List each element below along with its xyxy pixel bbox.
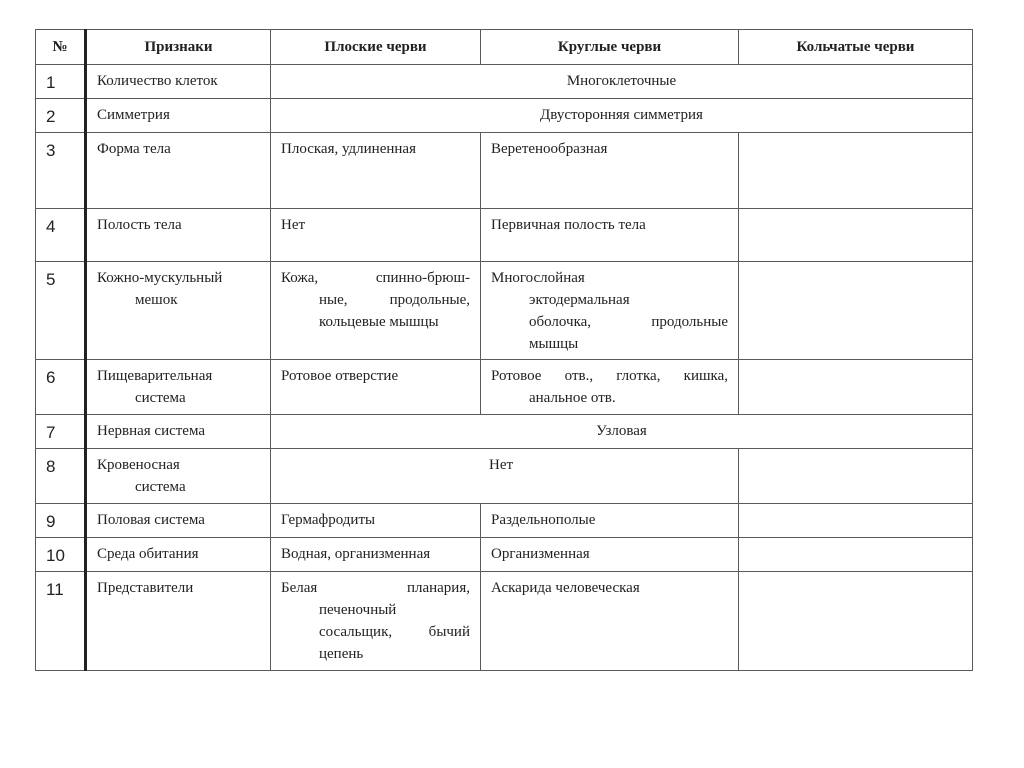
value-line: печеночный bbox=[319, 602, 397, 618]
flatworms-value: Нет bbox=[271, 209, 481, 262]
merged-value: Узловая bbox=[271, 415, 973, 449]
value-line: мышцы bbox=[529, 336, 579, 352]
flatworms-value: Ротовое отверстие bbox=[271, 360, 481, 415]
value-line: сосальщик, бычий bbox=[319, 624, 470, 640]
roundworms-value: Раздельнополые bbox=[481, 504, 739, 538]
row-number: 8 bbox=[36, 449, 86, 504]
row-feature: Представители bbox=[86, 572, 271, 671]
feature-line: мешок bbox=[135, 292, 178, 308]
row-feature bbox=[86, 360, 271, 415]
row-feature bbox=[86, 262, 271, 360]
table-row bbox=[36, 262, 973, 360]
table-row bbox=[36, 65, 973, 99]
value-line: анальное отв. bbox=[529, 390, 616, 406]
table-row bbox=[36, 133, 973, 209]
feature-line: Кровеносная bbox=[97, 457, 180, 473]
value-line: эктодермальная bbox=[529, 292, 630, 308]
roundworms-value: Аскарида человеческая bbox=[481, 572, 739, 671]
value-line: Ротовое отв., глотка, кишка, bbox=[491, 368, 728, 384]
roundworms-value bbox=[481, 262, 739, 360]
row-feature bbox=[86, 449, 271, 504]
header-row bbox=[36, 30, 973, 65]
flatworms-value: Плоская, удлиненная bbox=[271, 133, 481, 209]
header-number: № bbox=[36, 30, 86, 65]
row-number: 2 bbox=[36, 99, 86, 133]
annelids-value bbox=[739, 262, 973, 360]
feature-line: Кожно-мускульный bbox=[97, 270, 223, 286]
flatworms-value bbox=[271, 262, 481, 360]
feature-line: Пищеварительная bbox=[97, 368, 213, 384]
value-line: Многослойная bbox=[491, 270, 585, 286]
row-number: 11 bbox=[36, 572, 86, 671]
row-number: 7 bbox=[36, 415, 86, 449]
roundworms-value bbox=[481, 360, 739, 415]
annelids-value bbox=[739, 572, 973, 671]
merged-value: Многоклеточные bbox=[271, 65, 973, 99]
table-row bbox=[36, 504, 973, 538]
roundworms-value: Организменная bbox=[481, 538, 739, 572]
value-line: оболочка, продольные bbox=[529, 314, 728, 330]
value-line: кольцевые мышцы bbox=[319, 314, 439, 330]
table-row bbox=[36, 360, 973, 415]
table-row bbox=[36, 209, 973, 262]
table-row bbox=[36, 538, 973, 572]
header-annelids: Кольчатые черви bbox=[739, 30, 973, 65]
table-row bbox=[36, 449, 973, 504]
annelids-value bbox=[739, 360, 973, 415]
value-line: ные, продольные, bbox=[319, 292, 470, 308]
row-feature: Полость тела bbox=[86, 209, 271, 262]
row-number: 1 bbox=[36, 65, 86, 99]
annelids-value bbox=[739, 538, 973, 572]
annelids-value bbox=[739, 449, 973, 504]
row-feature: Симметрия bbox=[86, 99, 271, 133]
row-number: 5 bbox=[36, 262, 86, 360]
row-feature: Среда обитания bbox=[86, 538, 271, 572]
row-feature: Количество клеток bbox=[86, 65, 271, 99]
header-roundworms: Круглые черви bbox=[481, 30, 739, 65]
header-flatworms: Плоские черви bbox=[271, 30, 481, 65]
annelids-value bbox=[739, 133, 973, 209]
flatworms-value: Водная, организменная bbox=[271, 538, 481, 572]
value-line: Кожа, спинно-брюш- bbox=[281, 270, 470, 286]
annelids-value bbox=[739, 209, 973, 262]
merged-value: Нет bbox=[271, 449, 739, 504]
table-row bbox=[36, 572, 973, 671]
row-feature: Форма тела bbox=[86, 133, 271, 209]
annelids-value bbox=[739, 504, 973, 538]
roundworms-value: Веретенообразная bbox=[481, 133, 739, 209]
row-number: 6 bbox=[36, 360, 86, 415]
header-features: Признаки bbox=[86, 30, 271, 65]
feature-line: система bbox=[135, 479, 186, 495]
row-number: 4 bbox=[36, 209, 86, 262]
value-line: цепень bbox=[319, 646, 364, 662]
row-feature: Нервная система bbox=[86, 415, 271, 449]
row-feature: Половая система bbox=[86, 504, 271, 538]
flatworms-value: Гермафродиты bbox=[271, 504, 481, 538]
row-number: 3 bbox=[36, 133, 86, 209]
table-row bbox=[36, 415, 973, 449]
feature-line: система bbox=[135, 390, 186, 406]
roundworms-value: Первичная полость тела bbox=[481, 209, 739, 262]
comparison-table bbox=[35, 29, 973, 671]
row-number: 9 bbox=[36, 504, 86, 538]
flatworms-value bbox=[271, 572, 481, 671]
row-number: 10 bbox=[36, 538, 86, 572]
table-row bbox=[36, 99, 973, 133]
merged-value: Двусторонняя симметрия bbox=[271, 99, 973, 133]
value-line: Белая планария, bbox=[281, 580, 470, 596]
